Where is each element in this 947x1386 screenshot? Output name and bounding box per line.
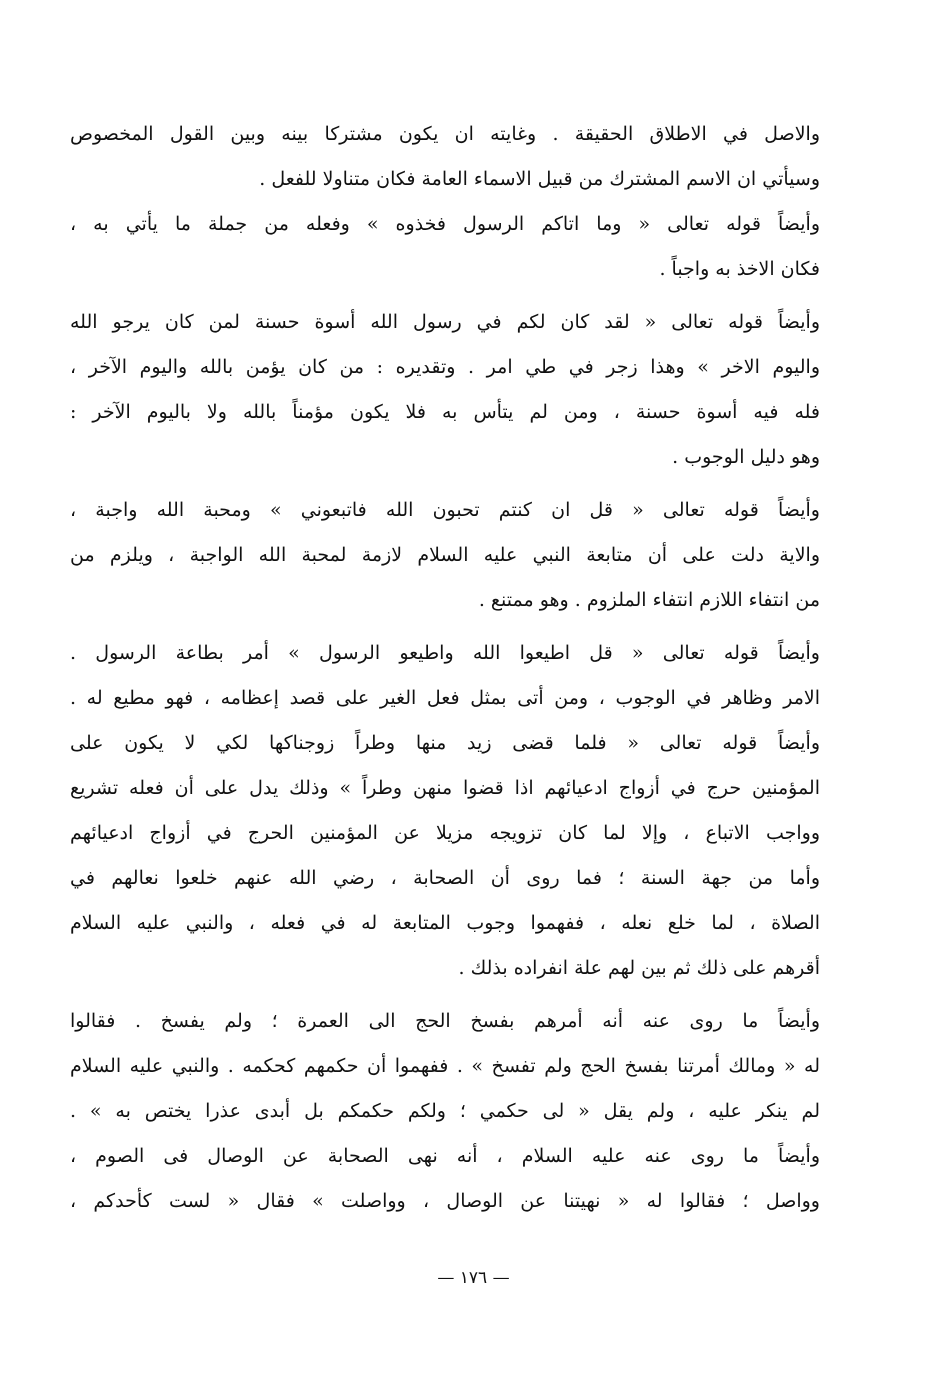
text-line: المؤمنين حرج في أزواج ادعيائهم اذا قضوا منهن وطراً » وذلك يدل على أن فعله تشريع — [70, 777, 820, 799]
text-line: وأيضاً ما روى عنه أنه أمرهم بفسخ الحج الى العمرة ؛ ولم يفسخ . فقالوا — [70, 1010, 820, 1032]
text-line: من انتفاء اللازم انتفاء الملزوم . وهو ممتنع . — [478, 589, 820, 611]
text-line: وأيضاً قوله تعالى « قل اطيعوا الله واطيعو الرسول » أمر بطاعة الرسول . — [70, 642, 820, 664]
text-line: والاية دلت على أن متابعة النبي عليه السلام لازمة لمحبة الله الواجبة ، ويلزم من — [70, 544, 820, 566]
text-line: واليوم الاخر » وهذا زجر في طي امر . وتقديره : من كان يؤمن بالله واليوم الآخر ، — [70, 356, 820, 378]
text-line: وواجب الاتباع ، وإلا لما كان تزويجه مزيلا عن المؤمنين الحرج في أزواج ادعيائهم — [70, 822, 820, 844]
text-line: له « ومالك أمرتنا بفسخ الحج ولم تفسخ » . ففهموا أن حكمهم كحكمه . والنبي عليه السلام — [70, 1055, 820, 1077]
paragraph-3 — [70, 300, 820, 480]
text-line: وأيضاً قوله تعالى « فلما قضى زيد منها وطراً زوجناكها لكي لا يكون على — [70, 732, 820, 754]
page-number: — ١٧٦ — — [437, 1268, 510, 1288]
text-line: وواصل ؛ فقالوا له « نهيتنا عن الوصال ، وواصلت » فقال « لست كأحدكم ، — [70, 1190, 820, 1212]
text-line: فله فيه أسوة حسنة ، ومن لم يتأس به فلا يكون مؤمناً بالله ولا باليوم الآخر : — [70, 401, 820, 423]
text-line: وسيأتي ان الاسم المشترك من قبيل الاسماء العامة فكان متناولا للفعل . — [259, 168, 820, 190]
text-line: والاصل في الاطلاق الحقيقة . وغايته ان يكون مشتركا بينه وبين القول المخصوص — [70, 123, 820, 145]
text-line: الامر وظاهر في الوجوب ، ومن أتى بمثل فعل الغير على قصد إعظامه ، فهو مطيع له . — [70, 687, 820, 709]
paragraph-2 — [70, 202, 820, 292]
paragraph-6 — [70, 999, 820, 1224]
text-line: لم ينكر عليه ، ولم يقل « لى حكمي ؛ ولكم حكمكم بل أبدى عذرا يختص به » . — [70, 1100, 820, 1122]
paragraph-5 — [70, 631, 820, 991]
text-line: فكان الاخذ به واجباً . — [659, 258, 820, 280]
text-line: وأيضاً قوله تعالى « وما اتاكم الرسول فخذوه » وفعله من جملة ما يأتي به ، — [70, 213, 820, 235]
text-line: وأيضاً قوله تعالى « قل ان كنتم تحبون الله فاتبعوني » ومحبة الله واجبة ، — [70, 499, 820, 521]
text-line: الصلاة ، لما خلع نعله ، ففهموا وجوب المتابعة له في فعله ، والنبي عليه السلام — [70, 912, 820, 934]
page-body — [70, 112, 820, 1224]
text-line: وهو دليل الوجوب . — [672, 446, 820, 468]
paragraph-4 — [70, 488, 820, 623]
text-line: وأيضاً ما روى عنه عليه السلام ، أنه نهى الصحابة عن الوصال فى الصوم ، — [70, 1145, 820, 1167]
paragraph-1 — [70, 112, 820, 202]
text-line: وأما من جهة السنة ؛ فما روى أن الصحابة ، رضي الله عنهم خلعوا نعالهم في — [70, 867, 820, 889]
text-line: وأيضاً قوله تعالى « لقد كان لكم في رسول الله أسوة حسنة لمن كان يرجو الله — [70, 311, 820, 333]
text-line: أقرهم على ذلك ثم بين لهم علة انفراده بذلك . — [458, 957, 820, 979]
